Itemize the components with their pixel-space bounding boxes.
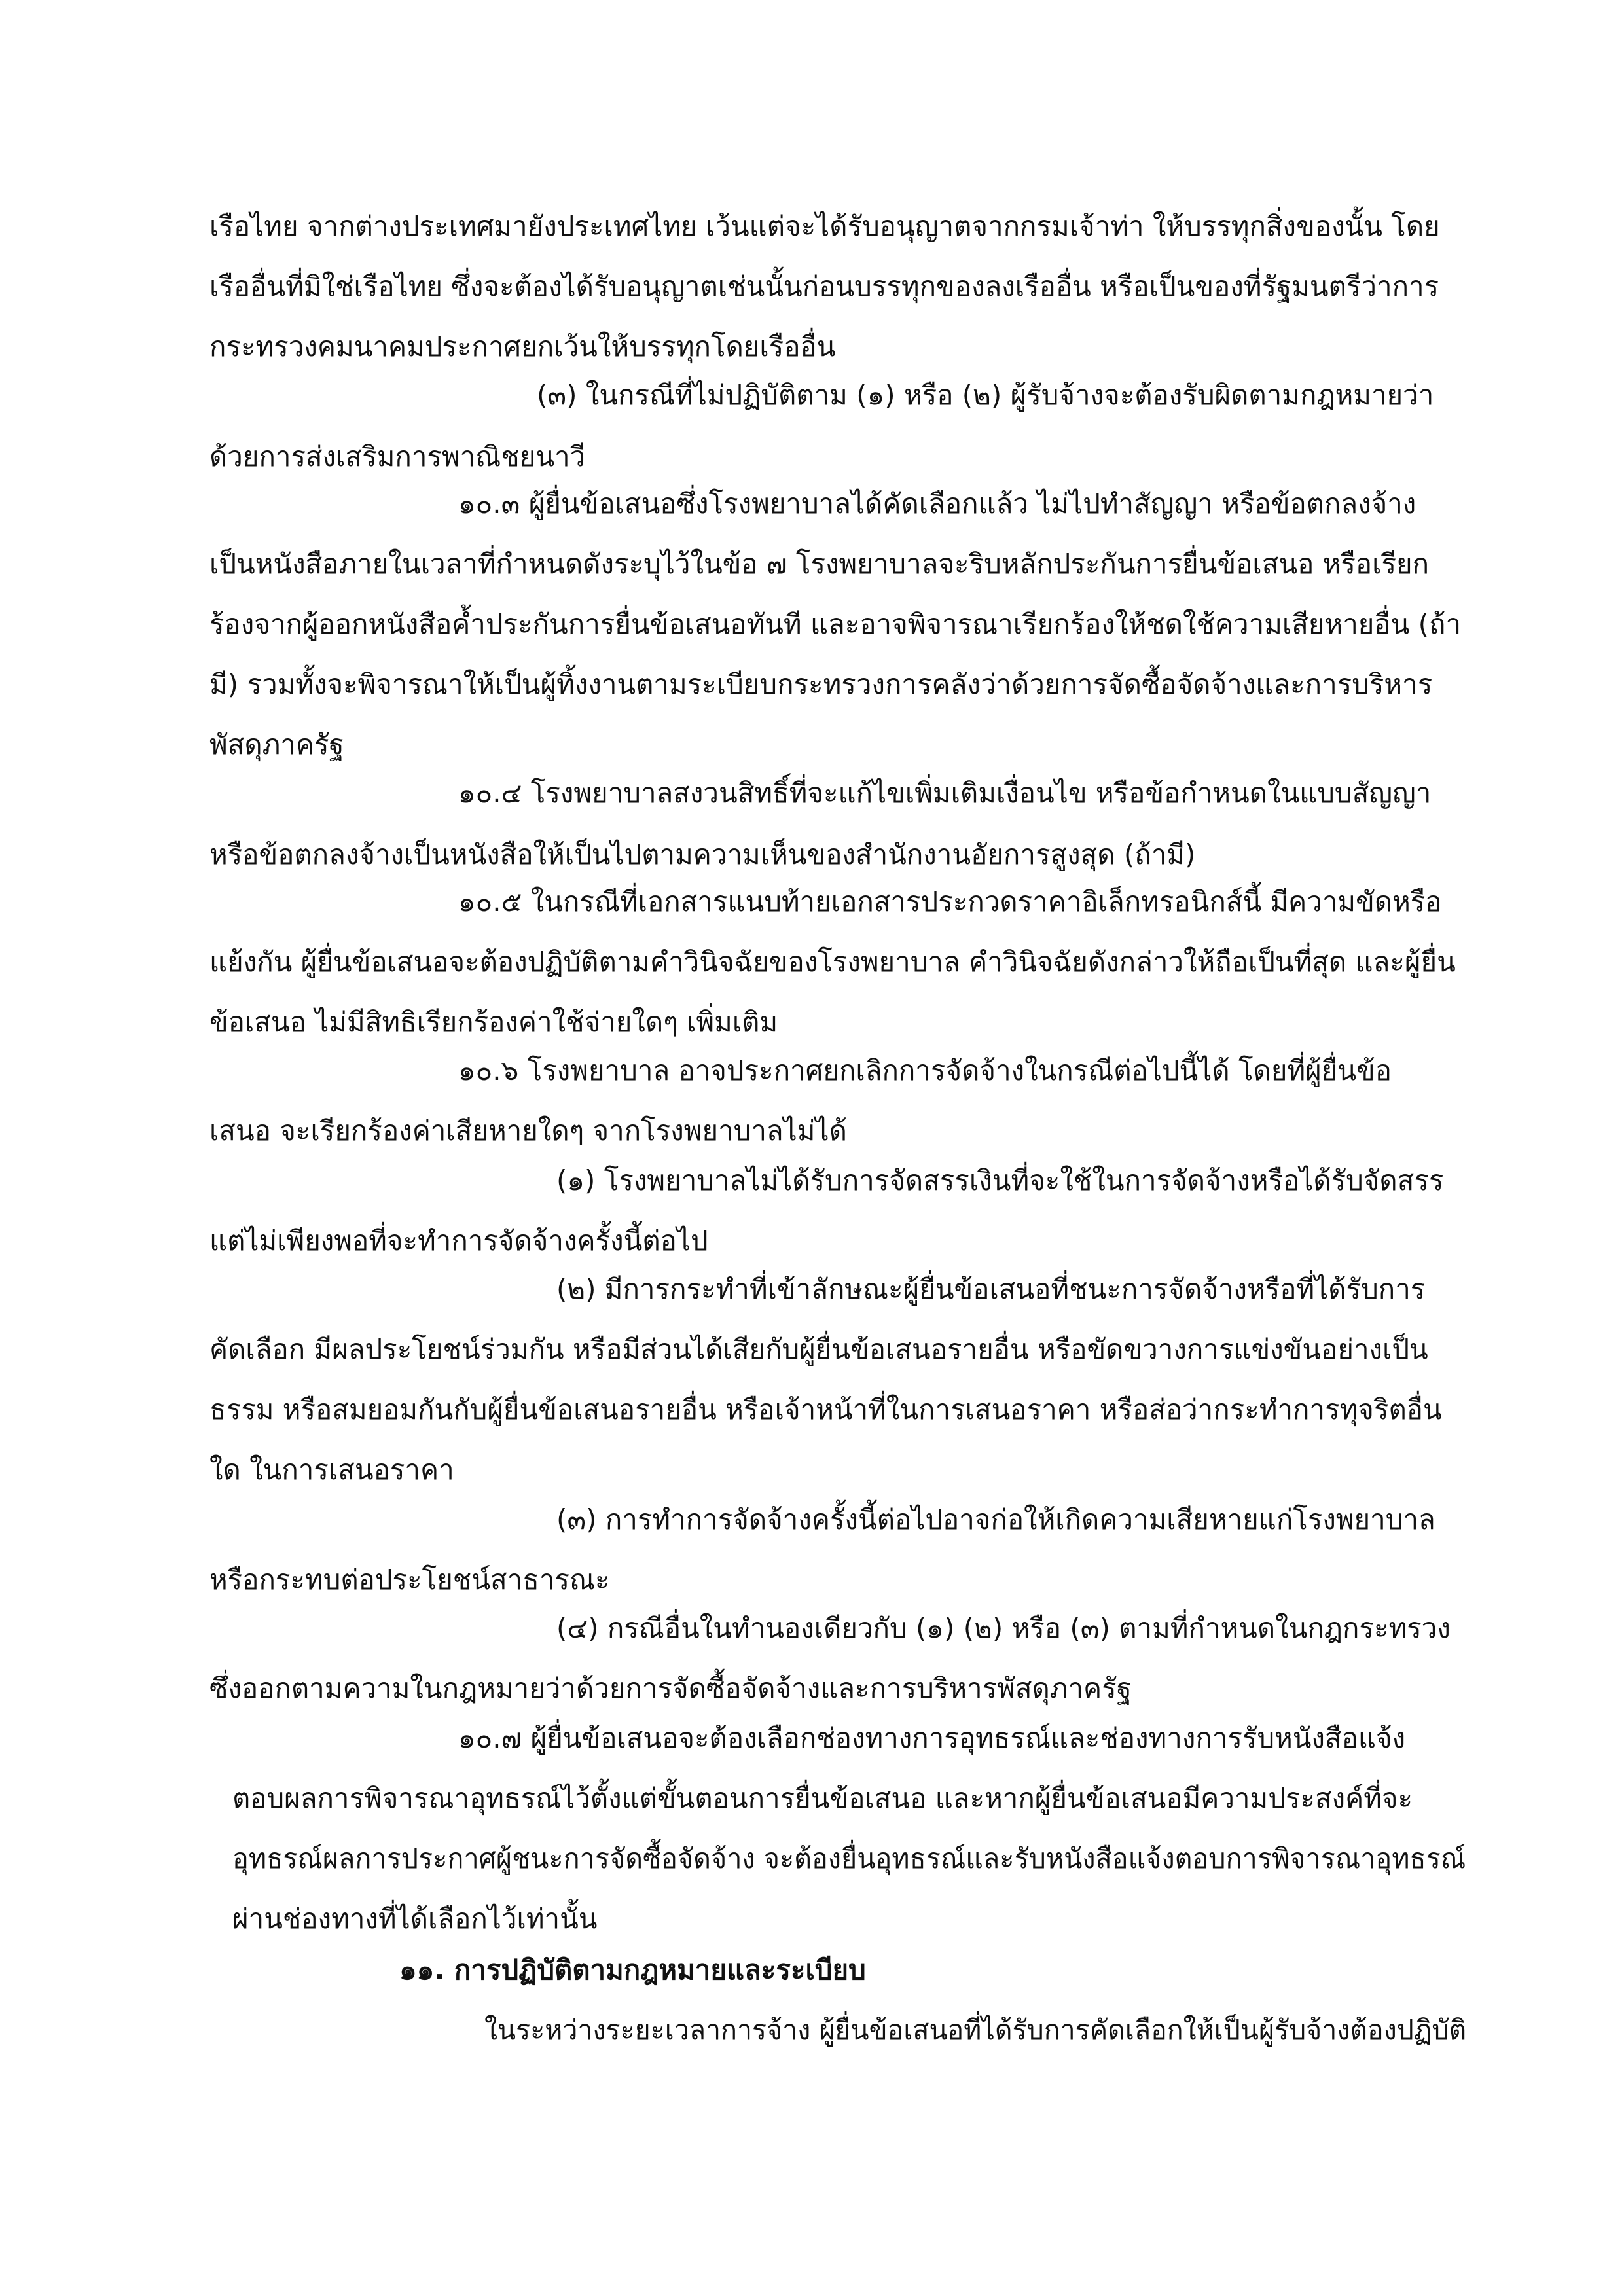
paragraph-line: กระทรวงคมนาคมประกาศยกเว้นให้บรรทุกโดยเรืออื่น [209, 331, 836, 363]
paragraph-line: อุทธรณ์ผลการประกาศผู้ชนะการจัดซื้อจัดจ้าง จะต้องยื่นอุทธรณ์และรับหนังสือแจ้งตอบการพิจารณาอุทธรณ์ [232, 1842, 1466, 1874]
paragraph-line: หรือกระทบต่อประโยชน์สาธารณะ [209, 1564, 610, 1596]
paragraph-line: เรืออื่นที่มิใช่เรือไทย ซึ่งจะต้องได้รับอนุญาตเช่นนั้นก่อนบรรทุกของลงเรืออื่น หรือเป็นของที่รัฐมนตรีว่าการ [209, 270, 1439, 302]
sub-item-line: (๒) มีการกระทำที่เข้าลักษณะผู้ยื่นข้อเสนอที่ชนะการจัดจ้างหรือที่ได้รับการ [556, 1273, 1426, 1305]
paragraph-line: แต่ไม่เพียงพอที่จะทำการจัดจ้างครั้งนี้ต่อไป [209, 1225, 708, 1257]
paragraph-line: ธรรม หรือสมยอมกันกับผู้ยื่นข้อเสนอรายอื่น หรือเจ้าหน้าที่ในการเสนอราคา หรือส่อว่ากระทำการทุจริตอื่น [209, 1393, 1442, 1426]
paragraph-line: ข้อเสนอ ไม่มีสิทธิเรียกร้องค่าใช้จ่ายใดๆ เพิ่มเติม [209, 1006, 778, 1038]
sub-item-line: (๑) โรงพยาบาลไม่ได้รับการจัดสรรเงินที่จะใช้ในการจัดจ้างหรือได้รับจัดสรร [556, 1164, 1444, 1196]
paragraph-line: ด้วยการส่งเสริมการพาณิชยนาวี [209, 440, 586, 473]
paragraph-line: ซึ่งออกตามความในกฎหมายว่าด้วยการจัดซื้อจัดจ้างและการบริหารพัสดุภาครัฐ [209, 1672, 1132, 1704]
clause-10-7-line: ๑๐.๗ ผู้ยื่นข้อเสนอจะต้องเลือกช่องทางการอุทธรณ์และช่องทางการรับหนังสือแจ้ง [458, 1722, 1406, 1754]
paragraph-line: ตอบผลการพิจารณาอุทธรณ์ไว้ตั้งแต่ขั้นตอนการยื่นข้อเสนอ และหากผู้ยื่นข้อเสนอมีความประสงค์ที่จะ [232, 1782, 1413, 1814]
paragraph-line: พัสดุภาครัฐ [209, 728, 344, 761]
paragraph-line: ใด ในการเสนอราคา [209, 1454, 454, 1486]
sub-item-line: (๔) กรณีอื่นในทำนองเดียวกับ (๑) (๒) หรือ (๓) ตามที่กำหนดในกฎกระทรวง [556, 1612, 1451, 1644]
paragraph-line: เสนอ จะเรียกร้องค่าเสียหายใดๆ จากโรงพยาบาลไม่ได้ [209, 1115, 847, 1147]
paragraph-line: ผ่านช่องทางที่ได้เลือกไว้เท่านั้น [232, 1903, 598, 1935]
paragraph-line: มี) รวมทั้งจะพิจารณาให้เป็นผู้ทิ้งงานตามระเบียบกระทรวงการคลังว่าด้วยการจัดซื้อจัดจ้างและการบริหาร [209, 668, 1433, 700]
paragraph-line: คัดเลือก มีผลประโยชน์ร่วมกัน หรือมีส่วนได้เสียกับผู้ยื่นข้อเสนอรายอื่น หรือขัดขวางการแข่งขันอย่างเป็น [209, 1333, 1428, 1365]
sub-item-line: (๓) การทำการจัดจ้างครั้งนี้ต่อไปอาจก่อให้เกิดความเสียหายแก่โรงพยาบาล [556, 1503, 1435, 1535]
paragraph-line: หรือข้อตกลงจ้างเป็นหนังสือให้เป็นไปตามความเห็นของสำนักงานอัยการสูงสุด (ถ้ามี) [209, 838, 1196, 870]
paragraph-line: แย้งกัน ผู้ยื่นข้อเสนอจะต้องปฏิบัติตามคำวินิจฉัยของโรงพยาบาล คำวินิจฉัยดังกล่าวให้ถือเป็นที่สุด และผู้ยื่น [209, 946, 1456, 978]
section-11-heading: ๑๑. การปฏิบัติตามกฎหมายและระเบียบ [399, 1954, 866, 1986]
paragraph-line: ในระหว่างระยะเวลาการจ้าง ผู้ยื่นข้อเสนอที่ได้รับการคัดเลือกให้เป็นผู้รับจ้างต้องปฏิบัติ [484, 2014, 1467, 2046]
paragraph-line: เป็นหนังสือภายในเวลาที่กำหนดดังระบุไว้ในข้อ ๗ โรงพยาบาลจะริบหลักประกันการยื่นข้อเสนอ หรือเรียก [209, 548, 1430, 580]
paragraph-line: เรือไทย จากต่างประเทศมายังประเทศไทย เว้นแต่จะได้รับอนุญาตจากกรมเจ้าท่า ให้บรรทุกสิ่งของนั้น โดย [209, 210, 1440, 242]
clause-10-3-line: ๑๐.๓ ผู้ยื่นข้อเสนอซึ่งโรงพยาบาลได้คัดเลือกแล้ว ไม่ไปทำสัญญา หรือข้อตกลงจ้าง [458, 488, 1416, 520]
clause-10-5-line: ๑๐.๕ ในกรณีที่เอกสารแนบท้ายเอกสารประกวดราคาอิเล็กทรอนิกส์นี้ มีความขัดหรือ [458, 886, 1442, 918]
paragraph-line: ร้องจากผู้ออกหนังสือค้ำประกันการยื่นข้อเสนอทันที และอาจพิจารณาเรียกร้องให้ชดใช้ความเสียหายอื่น (ถ้า [209, 608, 1462, 640]
clause-10-4-line: ๑๐.๔ โรงพยาบาลสงวนสิทธิ์ที่จะแก้ไขเพิ่มเติมเงื่อนไข หรือข้อกำหนดในแบบสัญญา [458, 777, 1432, 809]
clause-10-6-line: ๑๐.๖ โรงพยาบาล อาจประกาศยกเลิกการจัดจ้างในกรณีต่อไปนี้ได้ โดยที่ผู้ยื่นข้อ [458, 1054, 1392, 1086]
paragraph-line: (๓) ในกรณีที่ไม่ปฏิบัติตาม (๑) หรือ (๒) ผู้รับจ้างจะต้องรับผิดตามกฎหมายว่า [537, 379, 1434, 411]
